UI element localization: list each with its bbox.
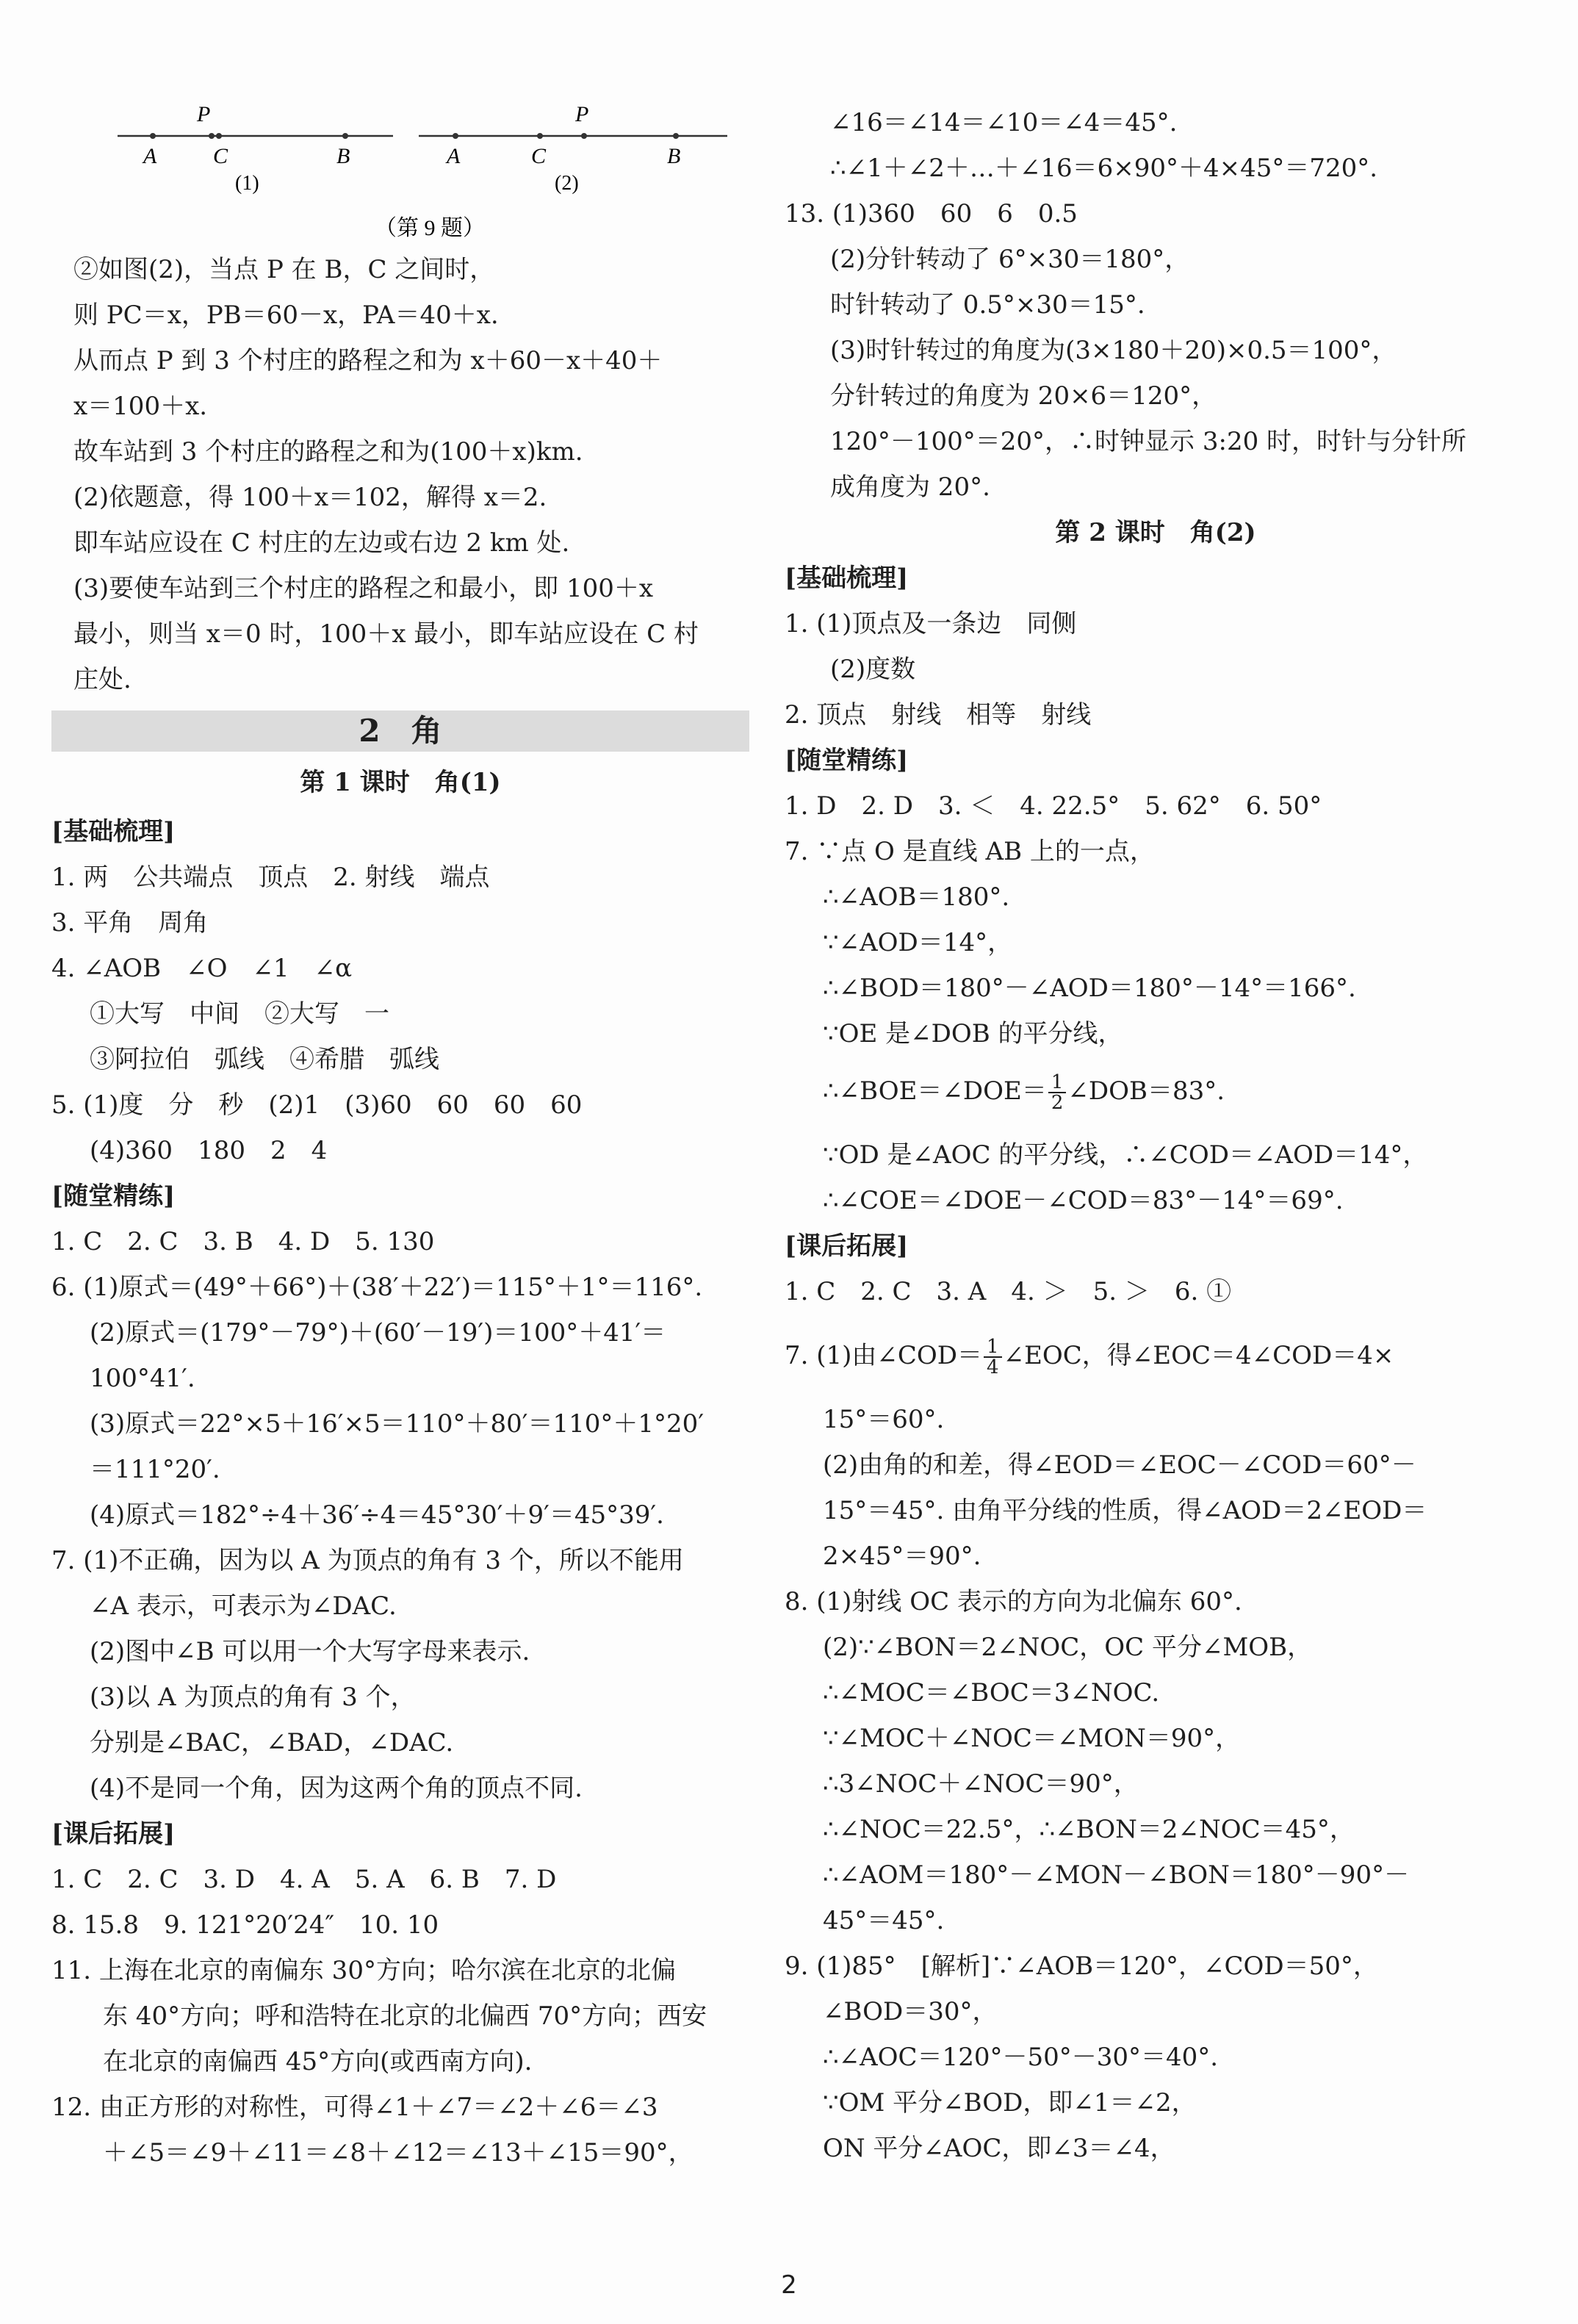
practice-line: 7. (1)不正确，因为以 A 为顶点的角有 3 个，所以不能用 [51, 1546, 684, 1575]
fraction-numerator: 1 [1048, 1073, 1067, 1093]
basics-line: (4)360 180 2 4 [90, 1136, 328, 1165]
page-number: 2 [781, 2270, 797, 2300]
practice-line-2: ∴∠COE＝∠DOE－∠COD＝83°－14°＝69°. [823, 1186, 1344, 1215]
point-c-2 [537, 133, 543, 139]
extension-line-2: 45°＝45°. [823, 1906, 945, 1935]
section-header-extension: [课后拓展] [51, 1819, 176, 1849]
label-c-2: C [531, 144, 547, 168]
extension-line-2: ∠BOD＝30°， [823, 1997, 998, 2026]
basics-line: 4. ∠AOB ∠O ∠1 ∠α [51, 954, 353, 983]
right-text-line: (3)时针转过的角度为(3×180＋20)×0.5＝100°， [830, 336, 1397, 365]
extension-line: ＋∠5＝∠9＋∠11＝∠8＋∠12＝∠13＋∠15＝90°， [103, 2138, 693, 2167]
practice-line: (4)不是同一个角，因为这两个角的顶点不同. [90, 1774, 583, 1803]
figure-caption: （第 9 题） [375, 216, 485, 240]
extension-line-2: 2×45°＝90°. [823, 1541, 981, 1571]
label-p-1: P [197, 103, 211, 126]
left-text-line: (3)要使车站到三个村庄的路程之和最小，即 100＋x [73, 574, 654, 603]
left-text-line: 故车站到 3 个村庄的路程之和为(100＋x)km. [73, 437, 583, 467]
extension-line-2: ∴3∠NOC＋∠NOC＝90°， [823, 1769, 1139, 1799]
extension-line-2: 1. C 2. C 3. A 4. ＞ 5. ＞ 6. ① [785, 1277, 1232, 1306]
extension-line-2: ∴∠MOC＝∠BOC＝3∠NOC. [823, 1678, 1160, 1708]
extension-line-2: ON 平分∠AOC，即∠3＝∠4， [823, 2134, 1175, 2163]
practice-line: 100°41′. [90, 1364, 195, 1393]
extension-line: 在北京的南偏西 45°方向(或西南方向). [103, 2047, 533, 2076]
basics-line: 5. (1)度 分 秒 (2)1 (3)60 60 60 60 [51, 1090, 583, 1120]
left-text-line: 最小，则当 x＝0 时，100＋x 最小，即车站应设在 C 村 [73, 619, 699, 649]
practice-line-2: ∴∠AOB＝180°. [823, 882, 1010, 912]
right-text-line: (2)分针转动了 6°×30＝180°， [830, 245, 1190, 274]
left-text-line: 从而点 P 到 3 个村庄的路程之和为 x＋60－x＋40＋ [73, 346, 663, 375]
extension-line-2: ∴∠NOC＝22.5°，∴∠BON＝2∠NOC＝45°， [823, 1815, 1355, 1844]
practice-line: ∠A 表示，可表示为∠DAC. [90, 1591, 397, 1621]
extension-line-2: ∴∠AOC＝120°－50°－30°＝40°. [823, 2043, 1219, 2072]
practice-line-2: ∵∠AOD＝14°， [823, 928, 1013, 957]
extension-line-2: 8. (1)射线 OC 表示的方向为北偏东 60°. [785, 1587, 1242, 1616]
lesson-1-title: 第 1 课时 角(1) [300, 768, 501, 797]
extension-line: 8. 15.8 9. 121°20′24″ 10. 10 [51, 1910, 439, 1940]
section-header-extension-2: [课后拓展] [785, 1231, 909, 1261]
right-text-line: ∠16＝∠14＝∠10＝∠4＝45°. [830, 108, 1178, 137]
practice-line-2: ∵OD 是∠AOC 的平分线，∴∠COD＝∠AOD＝14°， [823, 1140, 1428, 1170]
label-a-1: A [143, 144, 157, 168]
eq-right: ∠EOC，得∠EOC＝4∠COD＝4× [1003, 1341, 1394, 1370]
practice-line-2: 1. D 2. D 3. ＜ 4. 22.5° 5. 62° 6. 50° [785, 791, 1322, 821]
right-text-line: 时针转动了 0.5°×30＝15°. [830, 290, 1145, 320]
extension-line: 东 40°方向；呼和浩特在北京的北偏西 70°方向；西安 [103, 2001, 707, 2031]
label-p-2: P [575, 103, 589, 126]
extension-line-2: ∴∠AOM＝180°－∠MON－∠BON＝180°－90°－ [823, 1860, 1410, 1890]
extension-line-2: 9. (1)85° [解析]∵∠AOB＝120°，∠COD＝50°， [785, 1951, 1378, 1981]
basics-line-2: 1. (1)顶点及一条边 同侧 [785, 609, 1077, 638]
practice-line: (2)原式＝(179°－79°)＋(60′－19′)＝100°＋41′＝ [90, 1318, 666, 1348]
extension-line: 1. C 2. C 3. D 4. A 5. A 6. B 7. D [51, 1865, 557, 1894]
chapter-title: 2 角 [359, 713, 442, 749]
basics-line: 1. 两 公共端点 顶点 2. 射线 端点 [51, 863, 490, 892]
practice-line: 分别是∠BAC，∠BAD，∠DAC. [90, 1728, 454, 1758]
left-text-line: 庄处. [73, 665, 132, 694]
label-b-2: B [667, 144, 681, 168]
right-text-line: ∴∠1＋∠2＋…＋∠16＝6×90°＋4×45°＝720°. [830, 154, 1378, 183]
figure-2 [419, 103, 727, 195]
basics-line: 3. 平角 周角 [51, 908, 209, 938]
right-text-line: 13. (1)360 60 6 0.5 [785, 199, 1078, 229]
extension-line-2: ∵OM 平分∠BOD，即∠1＝∠2， [823, 2088, 1197, 2118]
point-p-1 [209, 133, 215, 139]
right-text-line: 成角度为 20°. [830, 472, 990, 502]
fraction-quarter [984, 1337, 1002, 1377]
basics-line: ③阿拉伯 弧线 ④希腊 弧线 [90, 1045, 439, 1074]
practice-line: 1. C 2. C 3. B 4. D 5. 130 [51, 1227, 435, 1256]
extension-line-2: (2)∵∠BON＝2∠NOC，OC 平分∠MOB， [823, 1633, 1313, 1662]
figure-1 [118, 103, 393, 195]
extension-line-2: 15°＝60°. [823, 1405, 945, 1434]
practice-line-2-fraction [823, 1073, 1225, 1112]
extension-line-2-fraction [785, 1337, 1394, 1377]
point-c-1 [216, 133, 222, 139]
lesson-2-title: 第 2 课时 角(2) [1055, 518, 1256, 547]
extension-line: 12. 由正方形的对称性，可得∠1＋∠7＝∠2＋∠6＝∠3 [51, 2093, 658, 2122]
practice-line-2: ∵OE 是∠DOB 的平分线， [823, 1019, 1123, 1048]
left-text-line: ②如图(2)，当点 P 在 B，C 之间时， [73, 255, 495, 284]
practice-line: (4)原式＝182°÷4＋36′÷4＝45°30′＋9′＝45°39′. [90, 1500, 664, 1530]
fraction-denominator: 2 [1051, 1092, 1064, 1114]
eq-left: ∴∠BOE＝∠DOE＝ [823, 1076, 1047, 1106]
basics-line: ①大写 中间 ②大写 一 [90, 999, 389, 1029]
point-p-2 [581, 133, 587, 139]
extension-line-2: ∵∠MOC＋∠NOC＝∠MON＝90°， [823, 1724, 1241, 1753]
right-text-line: 120°－100°＝20°，∴时钟显示 3:20 时，时针与分针所 [830, 427, 1467, 456]
label-a-2: A [447, 144, 461, 168]
practice-line: ＝111°20′. [90, 1455, 220, 1484]
left-text-line: (2)依题意，得 100＋x＝102，解得 x＝2. [73, 483, 547, 512]
left-text-line: x＝100＋x. [73, 392, 208, 421]
practice-line: 6. (1)原式＝(49°＋66°)＋(38′＋22′)＝115°＋1°＝116°. [51, 1273, 703, 1302]
right-text-line: 分针转过的角度为 20×6＝120°， [830, 381, 1217, 411]
fraction-numerator: 1 [984, 1337, 1002, 1358]
eq-right: ∠DOB＝83°. [1067, 1076, 1225, 1106]
fraction-half [1048, 1073, 1067, 1112]
practice-line: (2)图中∠B 可以用一个大写字母来表示. [90, 1637, 530, 1666]
section-header-basics-2: [基础梳理] [785, 564, 909, 593]
extension-line-2: (2)由角的和差，得∠EOD＝∠EOC－∠COD＝60°－ [823, 1450, 1416, 1480]
extension-line-2: 15°＝45°. 由角平分线的性质，得∠AOD＝2∠EOD＝ [823, 1496, 1427, 1525]
point-b-2 [673, 133, 679, 139]
section-header-practice: [随堂精练] [51, 1181, 176, 1211]
point-a-2 [453, 133, 458, 139]
basics-line-2: (2)度数 [830, 655, 916, 684]
left-text-line: 即车站应设在 C 村庄的左边或右边 2 km 处. [73, 528, 570, 558]
extension-line: 11. 上海在北京的南偏东 30°方向；哈尔滨在北京的北偏 [51, 1956, 676, 1985]
practice-line-2: ∴∠BOD＝180°－∠AOD＝180°－14°＝166°. [823, 974, 1356, 1003]
point-b-1 [342, 133, 348, 139]
label-b-1: B [336, 144, 350, 168]
practice-line: (3)原式＝22°×5＋16′×5＝110°＋80′＝110°＋1°20′ [90, 1409, 705, 1439]
practice-line-2: 7. ∵点 O 是直线 AB 上的一点， [785, 837, 1155, 866]
label-fig-2: (2) [555, 172, 579, 195]
section-header-basics: [基础梳理] [51, 817, 176, 846]
eq-left: 7. (1)由∠COD＝ [785, 1341, 983, 1370]
practice-line: (3)以 A 为顶点的角有 3 个， [90, 1683, 416, 1712]
point-a-1 [150, 133, 156, 139]
left-text-line: 则 PC＝x，PB＝60－x，PA＝40＋x. [73, 301, 499, 330]
basics-line-2: 2. 顶点 射线 相等 射线 [785, 700, 1092, 730]
label-fig-1: (1) [235, 172, 259, 195]
section-header-practice-2: [随堂精练] [785, 746, 909, 775]
label-c-1: C [213, 144, 228, 168]
fraction-denominator: 4 [987, 1356, 999, 1378]
